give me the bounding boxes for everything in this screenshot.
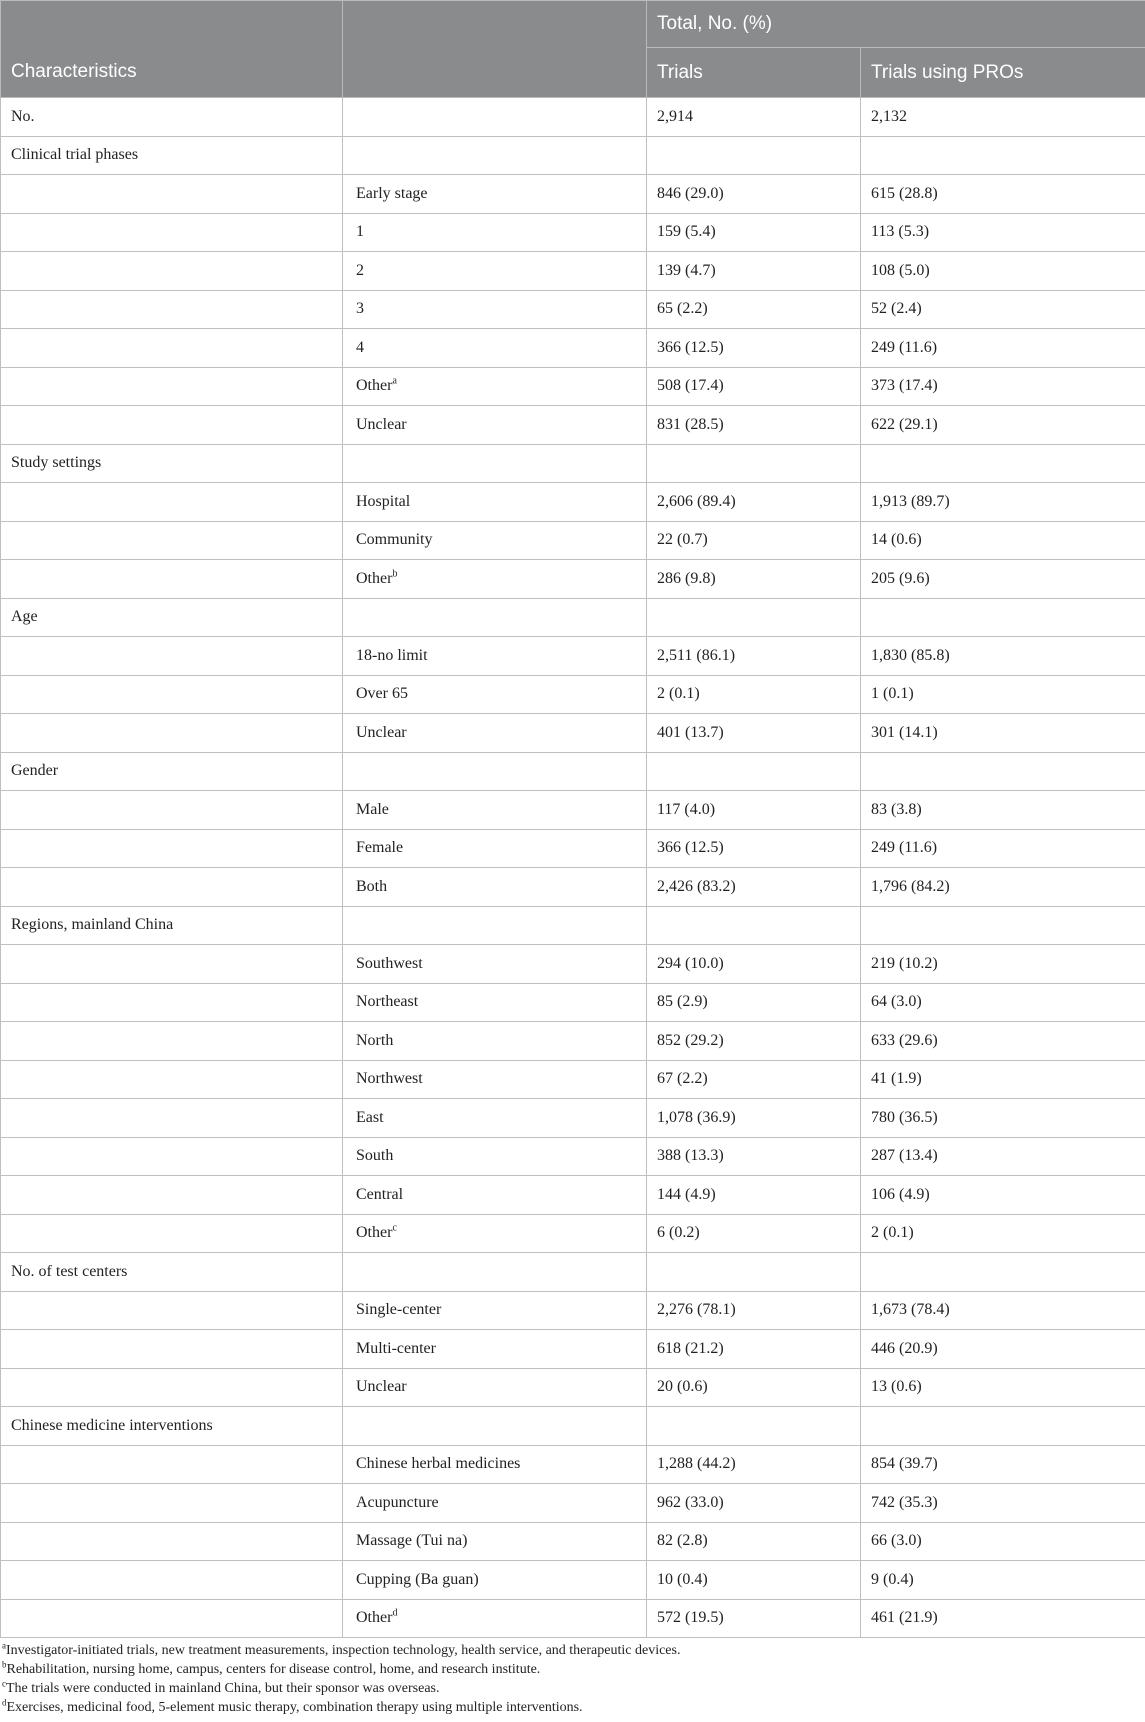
subcategory-label: Other [356, 569, 393, 587]
subcategory-cell [343, 98, 647, 137]
trials-pros-cell: 1,673 (78.4) [861, 1291, 1145, 1330]
footnote-marker: b [392, 568, 398, 580]
table-row [1, 98, 1145, 137]
trials-pros-cell: 287 (13.4) [861, 1137, 1145, 1176]
subcategory-label: Multi-center [356, 1339, 436, 1357]
subcategory-label: Over 65 [356, 685, 408, 703]
table-row [1, 1484, 1145, 1523]
subcategory-label: Single-center [356, 1301, 442, 1319]
characteristic-cell [1, 175, 343, 214]
table-row [1, 406, 1145, 445]
trials-pros-cell: 1,796 (84.2) [861, 868, 1145, 907]
section-row [1, 906, 1145, 945]
trials-cell [647, 1407, 861, 1446]
subcategory-cell [343, 1099, 647, 1138]
trials-cell [647, 598, 861, 637]
characteristic-cell [1, 1484, 343, 1523]
trials-cell: 10 (0.4) [647, 1561, 861, 1600]
trials-pros-cell: 83 (3.8) [861, 791, 1145, 830]
table-row [1, 675, 1145, 714]
table-row [1, 1099, 1145, 1138]
subcategory-label: Both [356, 877, 388, 895]
table-row [1, 1522, 1145, 1561]
trials-cell: 2,511 (86.1) [647, 637, 861, 676]
characteristic-cell [1, 829, 343, 868]
trials-pros-cell: 780 (36.5) [861, 1099, 1145, 1138]
subcategory-cell [343, 1022, 647, 1061]
footnote [2, 1679, 1145, 1698]
trials-cell: 85 (2.9) [647, 983, 861, 1022]
subcategory-cell [343, 1060, 647, 1099]
characteristic-cell [1, 1368, 343, 1407]
trials-pros-cell: 742 (35.3) [861, 1484, 1145, 1523]
footnote-marker: d [392, 1607, 398, 1619]
subcategory-cell [343, 829, 647, 868]
trials-cell: 286 (9.8) [647, 560, 861, 599]
subcategory-cell [343, 406, 647, 445]
footnotes [0, 1638, 1145, 1717]
table-row [1, 1137, 1145, 1176]
trials-pros-cell: 249 (11.6) [861, 329, 1145, 368]
table-row [1, 1214, 1145, 1253]
subcategory-label: Acupuncture [356, 1493, 439, 1511]
table-row [1, 175, 1145, 214]
table-row [1, 829, 1145, 868]
table-row [1, 367, 1145, 406]
table-row [1, 560, 1145, 599]
characteristic-cell [1, 868, 343, 907]
subcategory-cell [343, 1599, 647, 1638]
trials-cell [647, 444, 861, 483]
header-trials-pros: Trials using PROs [861, 48, 1145, 98]
characteristic-cell [1, 1099, 343, 1138]
trials-cell: 572 (19.5) [647, 1599, 861, 1638]
footnote-text: The trials were conducted in mainland China, but their sponsor was overseas. [6, 1681, 440, 1696]
subcategory-label: 18-no limit [356, 646, 428, 664]
trials-pros-cell: 854 (39.7) [861, 1445, 1145, 1484]
trials-pros-cell [861, 752, 1145, 791]
trials-pros-cell [861, 906, 1145, 945]
characteristic-cell [1, 521, 343, 560]
trials-cell: 67 (2.2) [647, 1060, 861, 1099]
trials-cell: 20 (0.6) [647, 1368, 861, 1407]
subcategory-cell [343, 1368, 647, 1407]
trials-cell: 82 (2.8) [647, 1522, 861, 1561]
subcategory-cell [343, 983, 647, 1022]
subcategory-label: Female [356, 839, 404, 857]
characteristic-cell [1, 290, 343, 329]
trials-cell: 2,914 [647, 98, 861, 137]
trials-cell: 846 (29.0) [647, 175, 861, 214]
table-row [1, 1022, 1145, 1061]
subcategory-label: 4 [356, 338, 364, 356]
header-characteristics: Characteristics [1, 48, 343, 98]
subcategory-cell [343, 906, 647, 945]
table-row [1, 945, 1145, 984]
trials-pros-cell: 2 (0.1) [861, 1214, 1145, 1253]
trials-pros-cell: 301 (14.1) [861, 714, 1145, 753]
section-label: Age [1, 598, 343, 637]
trials-cell: 388 (13.3) [647, 1137, 861, 1176]
section-row [1, 752, 1145, 791]
table-row [1, 1445, 1145, 1484]
trials-pros-cell: 249 (11.6) [861, 829, 1145, 868]
subcategory-cell [343, 752, 647, 791]
trials-pros-cell: 106 (4.9) [861, 1176, 1145, 1215]
table-row [1, 868, 1145, 907]
trials-cell [647, 906, 861, 945]
characteristic-cell [1, 1599, 343, 1638]
characteristic-cell [1, 675, 343, 714]
characteristic-cell [1, 213, 343, 252]
section-label: Chinese medicine interventions [1, 1407, 343, 1446]
trials-cell: 294 (10.0) [647, 945, 861, 984]
table-row [1, 1176, 1145, 1215]
trials-pros-cell: 1 (0.1) [861, 675, 1145, 714]
table-row [1, 714, 1145, 753]
trials-cell: 508 (17.4) [647, 367, 861, 406]
subcategory-cell [343, 1214, 647, 1253]
characteristic-cell [1, 983, 343, 1022]
table-row [1, 983, 1145, 1022]
subcategory-label: Male [356, 800, 389, 818]
subcategory-cell [343, 714, 647, 753]
subcategory-cell [343, 521, 647, 560]
table-row [1, 1060, 1145, 1099]
subcategory-cell [343, 675, 647, 714]
section-label: Gender [1, 752, 343, 791]
footnote-marker: c [392, 1222, 397, 1234]
characteristic-cell [1, 714, 343, 753]
characteristic-cell [1, 367, 343, 406]
subcategory-label: Central [356, 1185, 404, 1203]
subcategory-label: Unclear [356, 723, 407, 741]
trials-pros-cell [861, 598, 1145, 637]
subcategory-cell [343, 637, 647, 676]
footnote [2, 1641, 1145, 1660]
subcategory-cell [343, 1445, 647, 1484]
subcategory-label: East [356, 1108, 384, 1126]
subcategory-cell [343, 1330, 647, 1369]
trials-cell: 618 (21.2) [647, 1330, 861, 1369]
trials-cell: 852 (29.2) [647, 1022, 861, 1061]
trials-pros-cell: 14 (0.6) [861, 521, 1145, 560]
trials-pros-cell: 1,830 (85.8) [861, 637, 1145, 676]
subcategory-cell [343, 945, 647, 984]
footnote [2, 1660, 1145, 1679]
trials-cell [647, 136, 861, 175]
characteristic-cell [1, 1214, 343, 1253]
subcategory-label: Community [356, 531, 433, 549]
section-row [1, 1407, 1145, 1446]
trials-pros-cell [861, 1253, 1145, 1292]
subcategory-label: 3 [356, 300, 364, 318]
trials-pros-cell [861, 1407, 1145, 1446]
table-row [1, 521, 1145, 560]
characteristic-cell [1, 406, 343, 445]
header-trials: Trials [647, 48, 861, 98]
trials-pros-cell: 205 (9.6) [861, 560, 1145, 599]
header-blank-2 [343, 1, 647, 48]
subcategory-cell [343, 444, 647, 483]
footnote [2, 1698, 1145, 1717]
table-row [1, 329, 1145, 368]
table-row [1, 483, 1145, 522]
subcategory-label: South [356, 1147, 394, 1165]
trials-pros-cell: 52 (2.4) [861, 290, 1145, 329]
footnote-mark: d [2, 1697, 7, 1708]
characteristic-cell [1, 1330, 343, 1369]
trials-pros-cell [861, 444, 1145, 483]
trials-pros-cell: 622 (29.1) [861, 406, 1145, 445]
subcategory-cell [343, 1484, 647, 1523]
characteristic-cell [1, 329, 343, 368]
subcategory-label: 1 [356, 223, 364, 241]
trials-pros-cell: 615 (28.8) [861, 175, 1145, 214]
table-row [1, 1368, 1145, 1407]
trials-pros-cell: 446 (20.9) [861, 1330, 1145, 1369]
characteristic-cell [1, 560, 343, 599]
header-total: Total, No. (%) [647, 1, 1145, 48]
subcategory-cell [343, 213, 647, 252]
trials-cell: 2,606 (89.4) [647, 483, 861, 522]
subcategory-label: Other [356, 377, 393, 395]
subcategory-cell [343, 252, 647, 291]
characteristic-cell [1, 1291, 343, 1330]
table-row [1, 1291, 1145, 1330]
table-row [1, 1599, 1145, 1638]
trials-cell: 2 (0.1) [647, 675, 861, 714]
trials-pros-cell: 461 (21.9) [861, 1599, 1145, 1638]
subcategory-label: Other [356, 1224, 393, 1242]
trials-pros-cell: 64 (3.0) [861, 983, 1145, 1022]
footnote-mark: c [2, 1678, 6, 1689]
table-row [1, 637, 1145, 676]
trials-cell: 117 (4.0) [647, 791, 861, 830]
subcategory-cell [343, 290, 647, 329]
subcategory-label: Cupping (Ba guan) [356, 1570, 479, 1588]
characteristic-cell [1, 945, 343, 984]
trials-cell: 6 (0.2) [647, 1214, 861, 1253]
trials-pros-cell: 13 (0.6) [861, 1368, 1145, 1407]
subcategory-cell [343, 329, 647, 368]
trials-cell: 2,426 (83.2) [647, 868, 861, 907]
subcategory-cell [343, 1137, 647, 1176]
trials-cell: 366 (12.5) [647, 829, 861, 868]
trials-pros-cell: 2,132 [861, 98, 1145, 137]
table-row [1, 791, 1145, 830]
section-row [1, 136, 1145, 175]
subcategory-label: 2 [356, 261, 364, 279]
table-body [1, 98, 1145, 1638]
footnote-text: Exercises, medicinal food, 5-element music therapy, combination therapy using multiple interventions. [6, 1700, 583, 1715]
characteristic-cell [1, 1522, 343, 1561]
subcategory-cell [343, 791, 647, 830]
trials-cell: 139 (4.7) [647, 252, 861, 291]
trials-pros-cell: 41 (1.9) [861, 1060, 1145, 1099]
section-row [1, 598, 1145, 637]
trials-cell [647, 752, 861, 791]
trials-cell: 1,288 (44.2) [647, 1445, 861, 1484]
trials-cell: 159 (5.4) [647, 213, 861, 252]
subcategory-label: Early stage [356, 184, 428, 202]
subcategory-cell [343, 1522, 647, 1561]
subcategory-label: Massage (Tui na) [356, 1532, 468, 1550]
characteristic-cell [1, 483, 343, 522]
subcategory-cell [343, 483, 647, 522]
characteristic-cell [1, 1060, 343, 1099]
subcategory-cell [343, 367, 647, 406]
subcategory-cell [343, 1176, 647, 1215]
characteristic-cell: No. [1, 98, 343, 137]
trials-cell: 65 (2.2) [647, 290, 861, 329]
trials-pros-cell: 219 (10.2) [861, 945, 1145, 984]
trials-pros-cell: 108 (5.0) [861, 252, 1145, 291]
trials-cell: 401 (13.7) [647, 714, 861, 753]
subcategory-cell [343, 868, 647, 907]
section-label: No. of test centers [1, 1253, 343, 1292]
section-row [1, 1253, 1145, 1292]
table-header [1, 1, 1145, 98]
trials-pros-cell: 1,913 (89.7) [861, 483, 1145, 522]
section-row [1, 444, 1145, 483]
trials-pros-cell: 373 (17.4) [861, 367, 1145, 406]
trials-pros-cell: 633 (29.6) [861, 1022, 1145, 1061]
trials-cell: 962 (33.0) [647, 1484, 861, 1523]
characteristic-cell [1, 1022, 343, 1061]
trials-cell: 1,078 (36.9) [647, 1099, 861, 1138]
trials-cell: 2,276 (78.1) [647, 1291, 861, 1330]
subcategory-label: North [356, 1031, 394, 1049]
table-row [1, 1330, 1145, 1369]
footnote-marker: a [392, 375, 397, 387]
characteristic-cell [1, 791, 343, 830]
trials-pros-cell: 66 (3.0) [861, 1522, 1145, 1561]
footnote-text: Rehabilitation, nursing home, campus, centers for disease control, home, and research institute. [6, 1662, 541, 1677]
subcategory-cell [343, 175, 647, 214]
trials-cell [647, 1253, 861, 1292]
section-label: Study settings [1, 444, 343, 483]
subcategory-cell [343, 1253, 647, 1292]
subcategory-cell [343, 598, 647, 637]
characteristic-cell [1, 1561, 343, 1600]
subcategory-label: Unclear [356, 415, 407, 433]
subcategory-cell [343, 560, 647, 599]
section-label: Regions, mainland China [1, 906, 343, 945]
trials-cell: 366 (12.5) [647, 329, 861, 368]
subcategory-cell [343, 1561, 647, 1600]
subcategory-label: Other [356, 1609, 393, 1627]
footnote-text: Investigator-initiated trials, new treatment measurements, inspection technology, health service, and therapeutic devices. [6, 1643, 681, 1658]
trials-pros-cell: 113 (5.3) [861, 213, 1145, 252]
table-row [1, 290, 1145, 329]
subcategory-label: Unclear [356, 1378, 407, 1396]
subcategory-label: Southwest [356, 954, 423, 972]
section-label: Clinical trial phases [1, 136, 343, 175]
trials-pros-cell [861, 136, 1145, 175]
table-row [1, 1561, 1145, 1600]
characteristic-cell [1, 252, 343, 291]
subcategory-cell [343, 1291, 647, 1330]
subcategory-cell [343, 1407, 647, 1446]
subcategory-label: Northwest [356, 1070, 423, 1088]
trials-cell: 144 (4.9) [647, 1176, 861, 1215]
characteristic-cell [1, 637, 343, 676]
table-row [1, 213, 1145, 252]
subcategory-cell [343, 136, 647, 175]
subcategory-label: Hospital [356, 492, 411, 510]
trials-cell: 22 (0.7) [647, 521, 861, 560]
trials-pros-cell: 9 (0.4) [861, 1561, 1145, 1600]
header-blank-3 [343, 48, 647, 98]
header-blank-1 [1, 1, 343, 48]
subcategory-label: Northeast [356, 993, 419, 1011]
footnote-mark: b [2, 1659, 7, 1670]
characteristic-cell [1, 1176, 343, 1215]
characteristic-cell [1, 1137, 343, 1176]
subcategory-label: Chinese herbal medicines [356, 1455, 521, 1473]
characteristic-cell [1, 1445, 343, 1484]
table-row [1, 252, 1145, 291]
footnote-mark: a [2, 1640, 6, 1651]
trials-cell: 831 (28.5) [647, 406, 861, 445]
